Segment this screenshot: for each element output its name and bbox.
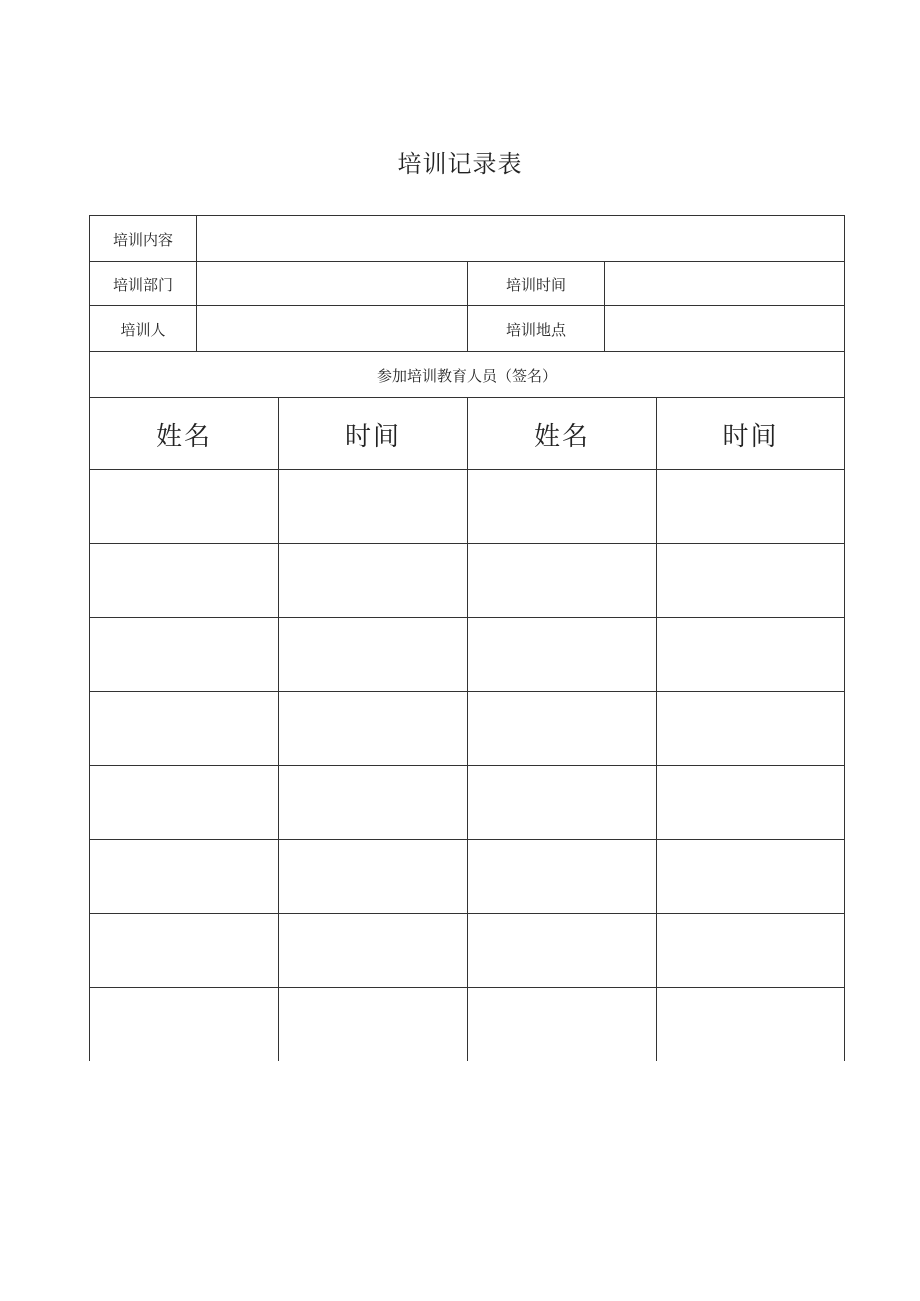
location-label: 培训地点 [467,306,604,352]
content-label: 培训内容 [89,216,196,262]
attendees-section-row [89,351,845,398]
column-header-name: 姓名 [89,398,278,470]
table-row [89,469,845,544]
table-row [89,617,845,692]
time-cell[interactable] [656,618,845,692]
time-cell[interactable] [278,840,467,914]
time-cell[interactable] [656,470,845,544]
time-cell[interactable] [278,914,467,988]
time-cell[interactable] [656,988,845,1061]
name-cell[interactable] [467,618,656,692]
time-cell[interactable] [656,692,845,766]
name-cell[interactable] [89,544,278,618]
name-cell[interactable] [467,470,656,544]
name-cell[interactable] [89,840,278,914]
dept-label: 培训部门 [89,262,196,306]
page-title: 培训记录表 [397,150,523,178]
time-cell[interactable] [656,544,845,618]
time-cell[interactable] [278,618,467,692]
name-cell[interactable] [467,988,656,1061]
content-row [89,215,845,262]
trainer-label: 培训人 [89,306,196,352]
time-cell[interactable] [278,988,467,1061]
time-cell[interactable] [656,840,845,914]
name-cell[interactable] [89,692,278,766]
table-row [89,987,845,1061]
table-row [89,839,845,914]
name-cell[interactable] [89,618,278,692]
trainer-location-row [89,305,845,352]
dept-field[interactable] [196,262,467,306]
name-cell[interactable] [89,766,278,840]
dept-time-row [89,261,845,306]
name-cell[interactable] [467,766,656,840]
column-header-time: 时间 [656,398,845,470]
attendees-header-row [89,397,845,470]
time-cell[interactable] [656,914,845,988]
name-cell[interactable] [467,692,656,766]
name-cell[interactable] [467,544,656,618]
location-field[interactable] [604,306,845,352]
time-cell[interactable] [278,544,467,618]
attendees-section-title: 参加培训教育人员（签名） [89,352,845,398]
name-cell[interactable] [467,914,656,988]
time-cell[interactable] [278,470,467,544]
time-label: 培训时间 [467,262,604,306]
time-cell[interactable] [278,692,467,766]
name-cell[interactable] [89,470,278,544]
content-field[interactable] [196,216,845,262]
trainer-field[interactable] [196,306,467,352]
time-cell[interactable] [656,766,845,840]
table-row [89,765,845,840]
time-field[interactable] [604,262,845,306]
table-row [89,691,845,766]
column-header-name: 姓名 [467,398,656,470]
name-cell[interactable] [89,914,278,988]
table-row [89,543,845,618]
table-row [89,913,845,988]
name-cell[interactable] [89,988,278,1061]
time-cell[interactable] [278,766,467,840]
column-header-time: 时间 [278,398,467,470]
name-cell[interactable] [467,840,656,914]
